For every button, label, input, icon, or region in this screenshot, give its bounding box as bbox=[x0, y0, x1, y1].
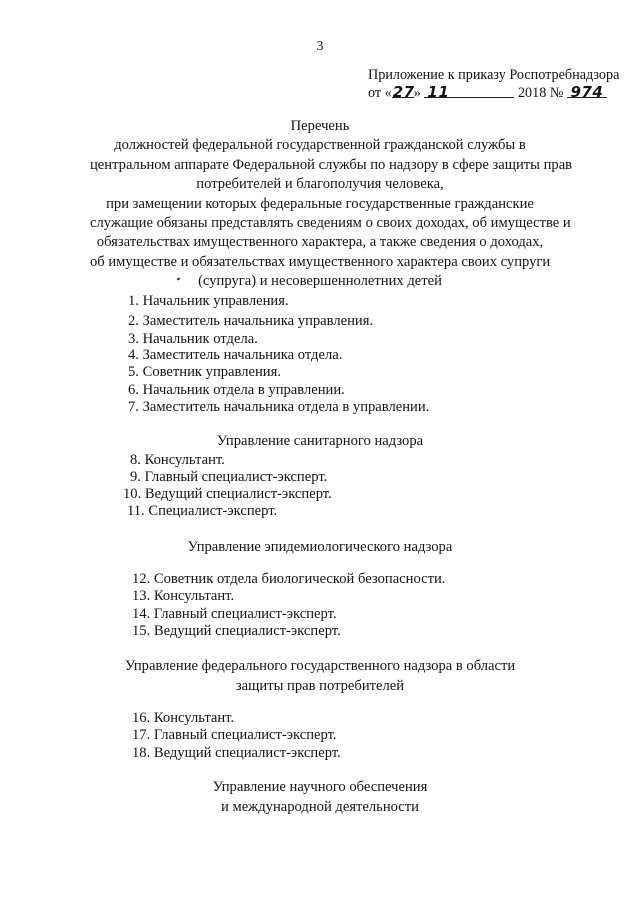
list-item: 16. Консультант. bbox=[132, 710, 235, 726]
list-item: 9. Главный специалист-эксперт. bbox=[130, 469, 328, 485]
section-heading-line: Управление федерального государственного надзора в области bbox=[124, 658, 516, 674]
title-line: должностей федеральной государственной гражданской службы в bbox=[114, 137, 526, 154]
handwritten-day: 27 bbox=[392, 83, 415, 101]
title-line: при замещении которых федеральные государственные гражданские bbox=[106, 195, 534, 212]
handwritten-month: 11 bbox=[427, 83, 450, 101]
appendix-title: Приложение к приказу Роспотребнадзора bbox=[368, 67, 620, 83]
page-number: 3 bbox=[316, 39, 324, 54]
order-number-blank bbox=[567, 83, 607, 101]
list-item: 10. Ведущий специалист-эксперт. bbox=[123, 486, 332, 502]
list-item: 7. Заместитель начальника отдела в управлении. bbox=[128, 399, 430, 415]
section-heading-line: Управление санитарного надзора bbox=[216, 433, 424, 449]
list-item: 1. Начальник управления. bbox=[128, 293, 289, 309]
appendix-date-line bbox=[368, 84, 638, 102]
date-month-blank bbox=[424, 83, 514, 101]
section-heading-consumer-protection bbox=[0, 656, 640, 696]
section-heading-line: Управление эпидемиологического надзора bbox=[187, 539, 453, 555]
section-heading-sanitary bbox=[0, 431, 640, 451]
section-heading-epidemiological bbox=[0, 537, 640, 557]
date-day-blank bbox=[392, 83, 415, 101]
title-line: (супруга) и несовершеннолетних детей bbox=[198, 273, 442, 290]
list-item: 18. Ведущий специалист-эксперт. bbox=[132, 745, 341, 761]
list-item: 11. Специалист-эксперт. bbox=[127, 503, 278, 519]
section-heading-line: защиты прав потребителей bbox=[235, 678, 405, 694]
list-item: 13. Консультант. bbox=[132, 588, 235, 604]
handwritten-order-number: 974 bbox=[570, 83, 604, 101]
list-item: 6. Начальник отдела в управлении. bbox=[128, 382, 345, 398]
list-item: 4. Заместитель начальника отдела. bbox=[128, 347, 343, 363]
title-line: центральном аппарате Федеральной службы по надзору в сфере защиты прав bbox=[90, 156, 573, 173]
title-line: об имуществе и обязательствах имущественного характера своих супруги bbox=[90, 253, 551, 270]
title-line: служащие обязаны представлять сведениям о своих доходах, об имуществе и bbox=[90, 215, 571, 232]
title-line: потребителей и благополучия человека, bbox=[196, 176, 444, 193]
list-item: 3. Начальник отдела. bbox=[128, 331, 258, 347]
document-title bbox=[90, 117, 573, 292]
title-line: обязательствах имущественного характера, а также сведения о доходах, bbox=[96, 234, 544, 251]
list-item: 17. Главный специалист-эксперт. bbox=[132, 727, 337, 743]
appendix-from-prefix: от « bbox=[368, 85, 392, 101]
list-item: 15. Ведущий специалист-эксперт. bbox=[132, 623, 341, 639]
list-item: 14. Главный специалист-эксперт. bbox=[132, 606, 337, 622]
section-heading-line: и международной деятельности bbox=[221, 799, 419, 815]
appendix-year-text: 2018 № bbox=[517, 85, 564, 101]
appendix-header bbox=[368, 67, 638, 102]
list-item: 2. Заместитель начальника управления. bbox=[128, 313, 374, 329]
title-line: Перечень bbox=[290, 118, 350, 134]
appendix-quote-close: » bbox=[413, 85, 421, 101]
list-item: 8. Консультант. bbox=[130, 452, 225, 468]
list-item: 12. Советник отдела биологической безопасности. bbox=[132, 571, 446, 587]
list-item: 5. Советник управления. bbox=[128, 364, 281, 380]
section-heading-line: Управление научного обеспечения bbox=[212, 779, 428, 795]
section-heading-science-international bbox=[0, 777, 640, 817]
